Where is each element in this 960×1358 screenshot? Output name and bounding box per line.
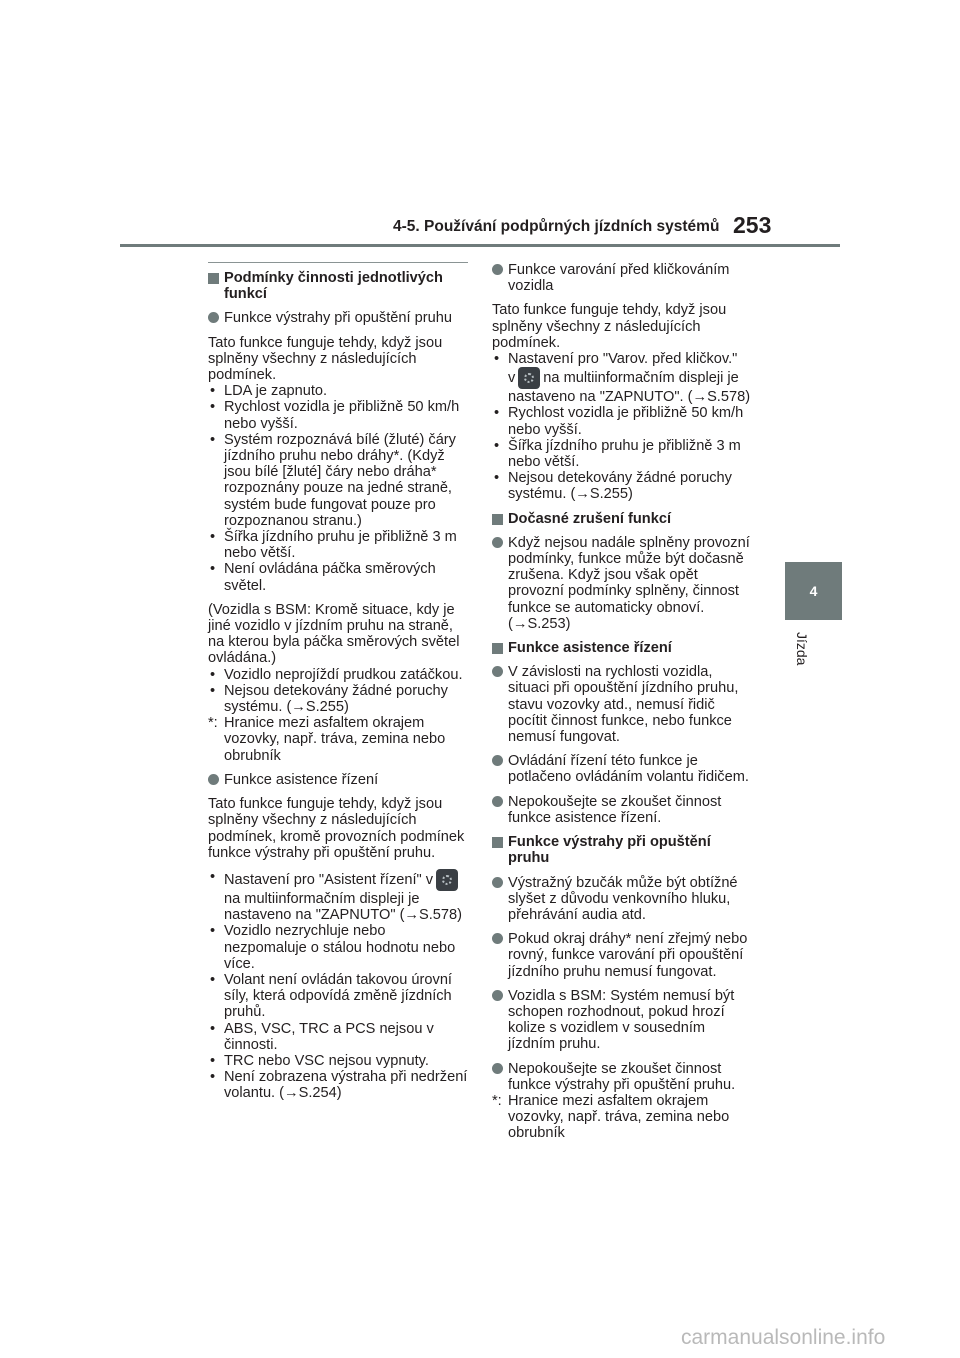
item-text: Když nejsou nadále splněny provozní podmínky, funkce může být dočasně zrušena. Když jsou však opět provozní podmínky splněny, činnost funkce se automaticky obnoví. (→S.253) [492,535,752,632]
settings-icon [518,367,540,389]
list-item: • Systém rozpoznává bílé (žluté) čáry jízdního pruhu nebo dráhy*. (Když jsou bílé [žluté] čáry nebo dráha* rozpoznány pouze na jedné straně, systém bude fungovat pouze pro rozpoznanou stranu.) [208,432,468,529]
footnote-mark: *: [208,715,218,732]
item-heading: Funkce asistence řízení [208,772,468,788]
list-item: • Vozidlo nezrychluje nebo nezpomaluje o stálou hodnotu nebo více. [208,923,468,972]
section-heading: Funkce asistence řízení [492,640,752,656]
list-item [208,869,468,923]
chapter-tab[interactable]: 4 [785,562,842,620]
paragraph: Tato funkce funguje tehdy, když jsou splněny všechny z následujících podmínek. [208,334,443,384]
list-item-text: Nastavení pro "Asistent řízení" v [224,871,434,888]
list-item: • TRC nebo VSC nejsou vypnuty. [208,1053,468,1069]
item-text: Nepokoušejte se zkoušet činnost funkce výstrahy při opuštění pruhu. [492,1061,752,1093]
section-title: 4-5. Používání podpůrných jízdních systémů [393,218,720,235]
item-heading: Funkce výstrahy při opuštění pruhu [208,310,468,326]
item-text: V závislosti na rychlosti vozidla, situaci při opouštění jízdního pruhu, stavu vozovky atd., nemusí řidič pocítit činnost funkce, nebo funkce nemusí fungovat. [492,664,752,745]
item-text: Výstražný bzučák může být obtížné slyšet z důvodu venkovního hluku, přehrávání audia atd. [492,875,752,924]
chapter-label [788,632,818,680]
list-item-text: Nastavení pro "Varov. před kličkov." [508,351,738,368]
item-text: Vozidla s BSM: Systém nemusí být schopen rozhodnout, pokud hrozí kolize s vozidlem v sousedním jízdním pruhu. [492,988,752,1053]
section-heading: Funkce výstrahy při opuštění pruhu [492,834,752,866]
list-item: • Není ovládána páčka směrových světel. [208,561,468,593]
list-item: • Volant není ovládán takovou úrovní síly, která odpovídá změně jízdních pruhů. [208,972,468,1021]
item-text: Nepokoušejte se zkoušet činnost funkce asistence řízení. [492,794,752,826]
footnote [208,715,468,764]
list-item-text: na multiinformačním displeji je nastaveno na "ZAPNUTO". (→S.578) [508,370,751,406]
list-item-text: v [508,370,516,387]
list-item: • Rychlost vozidla je přibližně 50 km/h nebo vyšší. [208,399,468,431]
column-top-rule [208,262,468,263]
footnote-mark: *: [492,1092,502,1109]
list-item: • Rychlost vozidla je přibližně 50 km/h nebo vyšší. [492,405,752,437]
list-item: • Šířka jízdního pruhu je přibližně 3 m nebo větší. [208,529,468,561]
section-heading: Podmínky činnosti jednotlivých funkcí [208,270,468,302]
list-item: • Nejsou detekovány žádné poruchy systému. (→S.255) [492,470,752,502]
list-item: • ABS, VSC, TRC a PCS nejsou v činnosti. [208,1021,468,1053]
settings-icon [436,869,458,891]
watermark: carmanualsonline.info [681,1326,886,1349]
paragraph: Tato funkce funguje tehdy, když jsou splněny všechny z následujících podmínek. [492,302,727,351]
footnote-text: Hranice mezi asfaltem okrajem vozovky, např. tráva, zemina nebo obrubník [224,715,446,764]
section-heading: Dočasné zrušení funkcí [492,511,752,527]
chapter-label-text: Jízda [794,632,810,666]
list-item: • LDA je zapnuto. [208,383,468,399]
item-text: Pokud okraj dráhy* není zřejmý nebo rovný, funkce varování při opouštění jízdního pruhu nemusí fungovat. [492,931,752,980]
paragraph: (Vozidla s BSM: Kromě situace, kdy je jiné vozidlo v jízdním pruhu na straně, na kterou byla páčka směrových světel ovládána.) [208,601,460,667]
list-item: • Šířka jízdního pruhu je přibližně 3 m nebo větší. [492,438,752,470]
header-divider [120,244,840,247]
list-item: • Vozidlo neprojíždí prudkou zatáčkou. [208,667,468,683]
footnote [492,1093,752,1142]
list-item-text: na multiinformačním displeji je nastaveno na "ZAPNUTO" (→S.578) [224,890,463,924]
paragraph: Tato funkce funguje tehdy, když jsou splněny všechny z následujících podmínek, kromě provozních podmínek funkce výstrahy při opuštění pruhu. [208,796,465,861]
left-column [208,262,468,1102]
footnote-text: Hranice mezi asfaltem okrajem vozovky, např. tráva, zemina nebo obrubník [508,1092,730,1142]
right-column [492,262,752,1142]
list-item [492,351,752,405]
list-item: • Nejsou detekovány žádné poruchy systému. (→S.255) [208,683,468,715]
item-heading: Funkce varování před kličkováním vozidla [492,262,752,294]
list-item: • Není zobrazena výstraha při nedržení volantu. (→S.254) [208,1069,468,1101]
page-number: 253 [733,212,772,238]
item-text: Ovládání řízení této funkce je potlačeno ovládáním volantu řidičem. [492,753,752,785]
